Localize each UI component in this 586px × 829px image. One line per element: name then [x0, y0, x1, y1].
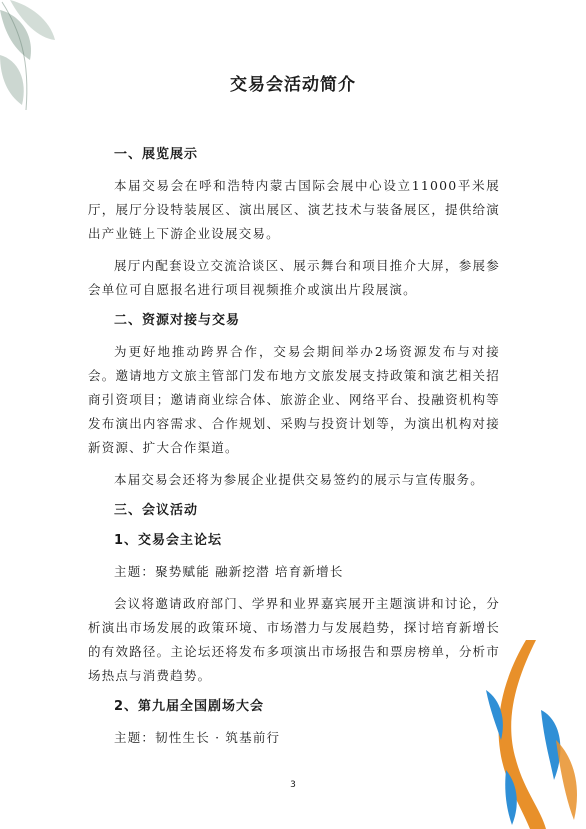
subsection-heading: 1、交易会主论坛 — [114, 533, 223, 548]
subsection-heading: 2、第九届全国剧场大会 — [114, 699, 265, 714]
paragraph: 为更好地推动跨界合作，交易会期间举办2场资源发布与对接会。邀请地方文旅主管部门发布地方文旅发展支持政策和演艺相关招商引资项目；邀请商业综合体、旅游企业、网络平台、投融资机构等发布演出内容需求、合作规划、采购与投资计划等，为演出机构对接新资源、扩大合作渠道。 — [88, 344, 500, 455]
paragraph: 本届交易会还将为参展企业提供交易签约的展示与宣传服务。 — [114, 472, 484, 487]
section-heading: 三、会议活动 — [114, 503, 199, 518]
theme-line: 主题：韧性生长 · 筑基前行 — [114, 730, 281, 745]
section-heading: 二、资源对接与交易 — [114, 313, 241, 328]
paragraph: 本届交易会在呼和浩特内蒙古国际会展中心设立11000平米展厅，展厅分设特装展区、演出展区、演艺技术与装备展区，提供给演出产业链上下游企业设展交易。 — [88, 178, 500, 241]
paragraph: 会议将邀请政府部门、学界和业界嘉宾展开主题演讲和讨论，分析演出市场发展的政策环境、市场潜力与发展趋势，探讨培育新增长的有效路径。主论坛还将发布多项演出市场报告和票房榜单，分析市场热点与消费趋势。 — [88, 596, 500, 683]
paragraph: 展厅内配套设立交流洽谈区、展示舞台和项目推介大屏，参展参会单位可自愿报名进行项目视频推介或演出片段展演。 — [88, 258, 500, 297]
document-body — [88, 144, 500, 758]
page-title: 交易会活动简介 — [230, 75, 356, 95]
leaf-decoration-icon — [0, 0, 70, 120]
section-heading: 一、展览展示 — [114, 147, 199, 162]
theme-line: 主题：聚势赋能 融新挖潜 培育新增长 — [114, 564, 344, 579]
page-number: 3 — [290, 780, 296, 790]
